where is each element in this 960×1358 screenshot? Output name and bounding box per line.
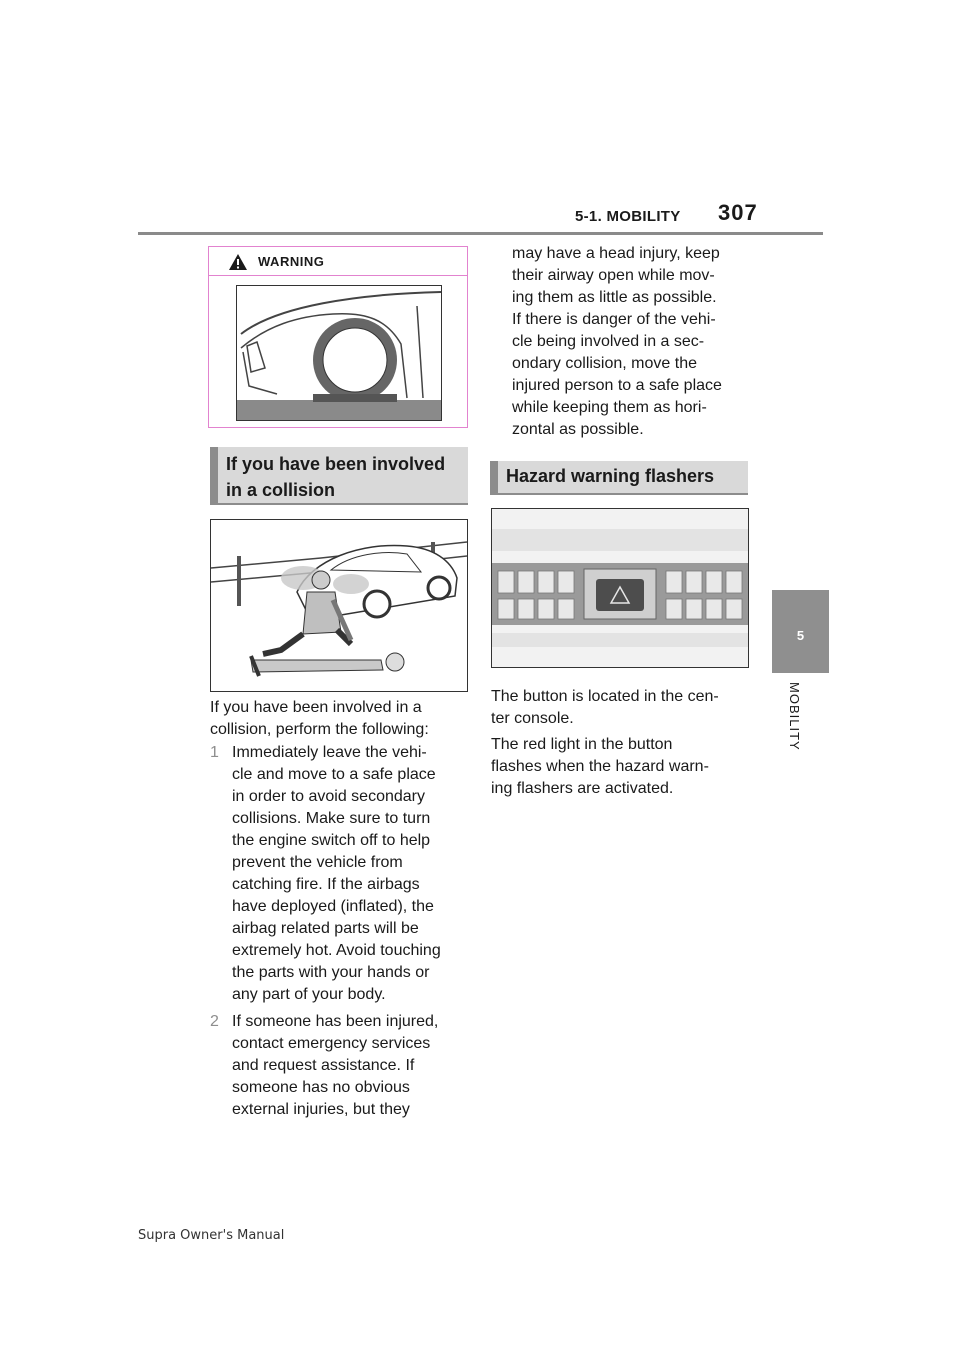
text-line: while keeping them as hori-	[512, 399, 707, 416]
section-heading-collision	[210, 447, 468, 505]
text-line: contact emergency services	[232, 1035, 431, 1052]
text-line: airbag related parts will be	[232, 920, 419, 937]
text-line: ing flashers are activated.	[491, 780, 674, 797]
warning-title: WARNING	[258, 254, 325, 269]
text-line: ter console.	[491, 710, 574, 727]
step-1-text	[232, 742, 441, 1006]
chapter-number: 5	[796, 628, 805, 643]
text-line: collisions. Make sure to turn	[232, 810, 431, 827]
text-line: zontal as possible.	[512, 421, 644, 438]
step-number: 2	[210, 1013, 219, 1030]
text-line: the parts with your hands or	[232, 964, 430, 981]
text-line: ing them as little as possible.	[512, 289, 717, 306]
text-line: prevent the vehicle from	[232, 854, 403, 871]
text-line: someone has no obvious	[232, 1079, 410, 1096]
text-line: may have a head injury, keep	[512, 245, 720, 262]
warning-triangle-icon	[228, 253, 248, 271]
text-line: collision, perform the following:	[210, 721, 429, 738]
section-title: 5-1. MOBILITY	[575, 208, 681, 225]
hazard-para-2	[491, 734, 709, 800]
text-line: extremely hot. Avoid touching	[232, 942, 441, 959]
text-line: any part of your body.	[232, 986, 386, 1003]
hazard-para-1	[491, 686, 719, 730]
tire-drawing	[237, 286, 441, 420]
collision-illustration	[210, 519, 468, 692]
header-rule	[138, 232, 823, 235]
step-number: 1	[210, 744, 219, 761]
text-line: in order to avoid secondary	[232, 788, 425, 805]
text-line: the engine switch off to help	[232, 832, 431, 849]
hazard-drawing	[492, 509, 748, 667]
collision-intro	[210, 697, 429, 741]
hazard-button-illustration	[491, 508, 749, 668]
text-line: their airway open while mov-	[512, 267, 715, 284]
step-2-text	[232, 1011, 438, 1121]
page-number: 307	[718, 200, 758, 225]
text-line: flashes when the hazard warn-	[491, 758, 709, 775]
text-line: and request assistance. If	[232, 1057, 415, 1074]
text-line: cle and move to a safe place	[232, 766, 436, 783]
text-line: ondary collision, move the	[512, 355, 697, 372]
section-heading-line: If you have been involved	[226, 454, 446, 474]
text-line: cle being involved in a sec-	[512, 333, 705, 350]
text-line: If someone has been injured,	[232, 1013, 439, 1030]
tire-illustration	[236, 285, 442, 421]
section-heading-line: in a collision	[226, 480, 336, 500]
text-line: injured person to a safe place	[512, 377, 722, 394]
text-line: have deployed (inflated), the	[232, 898, 434, 915]
text-line: If there is danger of the vehi-	[512, 311, 716, 328]
text-line: The red light in the button	[491, 736, 673, 753]
text-line: external injuries, but they	[232, 1101, 410, 1118]
text-line: The button is located in the cen-	[491, 688, 719, 705]
chapter-label: MOBILITY	[787, 682, 802, 751]
text-line: If you have been involved in a	[210, 699, 422, 716]
step-2-continued	[512, 243, 722, 441]
collision-drawing	[211, 520, 467, 691]
text-line: catching fire. If the airbags	[232, 876, 420, 893]
section-heading-hazard: Hazard warning flashers	[490, 461, 748, 495]
text-line: Immediately leave the vehi-	[232, 744, 427, 761]
footer-manual-title: Supra Owner's Manual	[138, 1228, 285, 1243]
